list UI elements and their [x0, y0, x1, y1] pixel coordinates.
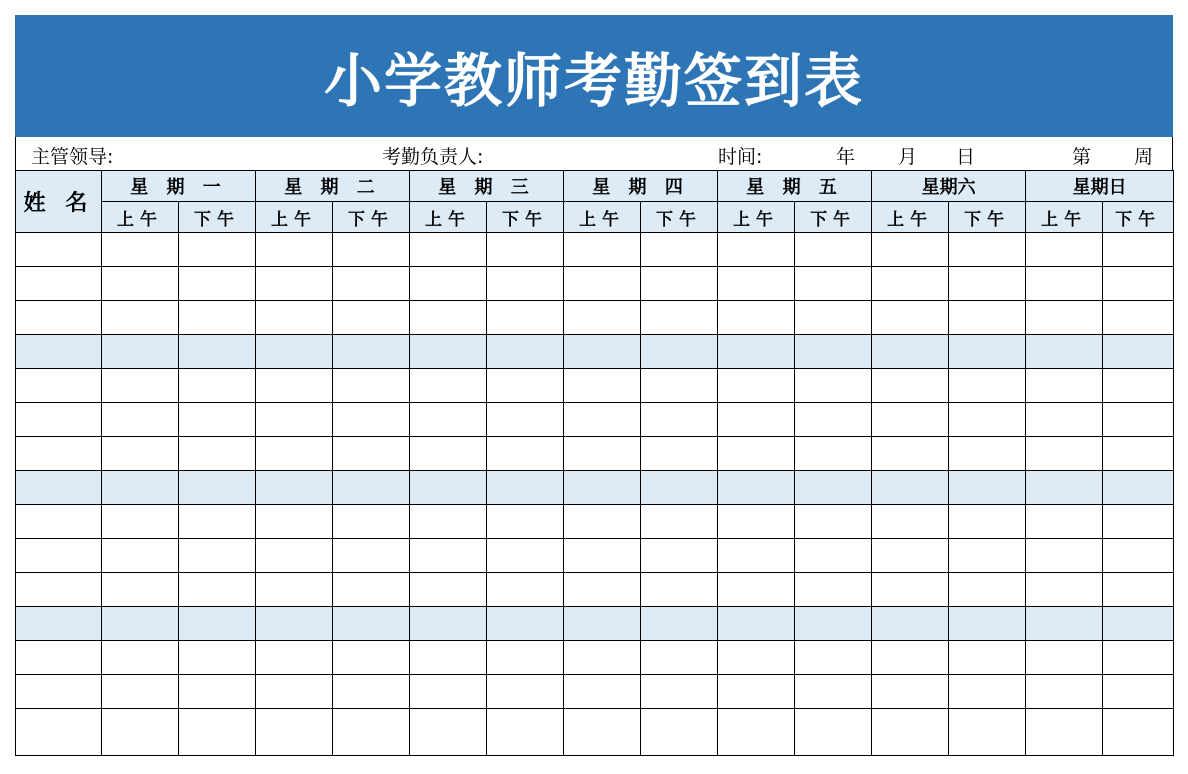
sign-in-cell[interactable]: [795, 471, 872, 505]
sign-in-cell[interactable]: [1103, 233, 1174, 267]
sign-in-cell[interactable]: [333, 573, 410, 607]
sign-in-cell[interactable]: [718, 233, 795, 267]
sign-in-cell[interactable]: [487, 437, 564, 471]
sign-in-cell[interactable]: [410, 267, 487, 301]
sign-in-cell[interactable]: [333, 369, 410, 403]
sign-in-cell[interactable]: [410, 335, 487, 369]
table-row: [16, 301, 1174, 335]
sign-in-cell[interactable]: [949, 505, 1026, 539]
sign-in-cell[interactable]: [102, 437, 179, 471]
sign-in-cell[interactable]: [949, 573, 1026, 607]
sign-in-cell[interactable]: [564, 505, 641, 539]
sign-in-cell[interactable]: [256, 709, 333, 756]
sign-in-cell[interactable]: [102, 675, 179, 709]
sign-in-cell[interactable]: [333, 301, 410, 335]
sign-in-cell[interactable]: [410, 573, 487, 607]
sign-in-cell[interactable]: [872, 539, 949, 573]
sign-in-cell[interactable]: [949, 471, 1026, 505]
sign-in-cell[interactable]: [872, 675, 949, 709]
sign-in-cell[interactable]: [641, 403, 718, 437]
afternoon-header: 下午: [179, 202, 256, 233]
sign-in-cell[interactable]: [333, 539, 410, 573]
sign-in-cell[interactable]: [718, 335, 795, 369]
name-cell[interactable]: [16, 641, 102, 675]
sign-in-cell[interactable]: [256, 403, 333, 437]
sign-in-cell[interactable]: [1026, 403, 1103, 437]
sign-in-cell[interactable]: [1026, 641, 1103, 675]
sign-in-cell[interactable]: [410, 505, 487, 539]
sign-in-cell[interactable]: [1026, 505, 1103, 539]
sign-in-cell[interactable]: [410, 437, 487, 471]
sign-in-cell[interactable]: [1103, 301, 1174, 335]
sign-in-cell[interactable]: [102, 607, 179, 641]
sign-in-cell[interactable]: [795, 437, 872, 471]
sign-in-cell[interactable]: [718, 539, 795, 573]
sign-in-cell[interactable]: [487, 369, 564, 403]
sign-in-cell[interactable]: [256, 437, 333, 471]
name-cell[interactable]: [16, 335, 102, 369]
sign-in-cell[interactable]: [333, 675, 410, 709]
week-prefix: 第: [1072, 146, 1092, 168]
sign-in-cell[interactable]: [1026, 369, 1103, 403]
sign-in-cell[interactable]: [949, 301, 1026, 335]
day-header-6: 星期六: [872, 171, 1026, 202]
afternoon-header: 下午: [333, 202, 410, 233]
sign-in-cell[interactable]: [102, 539, 179, 573]
attendance-sheet: [15, 15, 1173, 756]
name-cell[interactable]: [16, 437, 102, 471]
sign-in-cell[interactable]: [564, 233, 641, 267]
table-row: [16, 437, 1174, 471]
afternoon-header: 下午: [795, 202, 872, 233]
sign-in-cell[interactable]: [641, 233, 718, 267]
morning-header: 上午: [1026, 202, 1103, 233]
sign-in-cell[interactable]: [487, 301, 564, 335]
sign-in-cell[interactable]: [1026, 675, 1103, 709]
sign-in-cell[interactable]: [872, 437, 949, 471]
sign-in-cell[interactable]: [949, 267, 1026, 301]
sign-in-cell[interactable]: [256, 505, 333, 539]
sign-in-cell[interactable]: [641, 505, 718, 539]
name-cell[interactable]: [16, 471, 102, 505]
sign-in-cell[interactable]: [564, 369, 641, 403]
sign-in-cell[interactable]: [102, 335, 179, 369]
sign-in-cell[interactable]: [1026, 471, 1103, 505]
sign-in-cell[interactable]: [256, 607, 333, 641]
table-row: [16, 369, 1174, 403]
sign-in-cell[interactable]: [641, 301, 718, 335]
sign-in-cell[interactable]: [795, 505, 872, 539]
sign-in-cell[interactable]: [872, 301, 949, 335]
sign-in-cell[interactable]: [641, 539, 718, 573]
sign-in-cell[interactable]: [1026, 709, 1103, 756]
sign-in-cell[interactable]: [102, 471, 179, 505]
sign-in-cell[interactable]: [641, 573, 718, 607]
day-label: 日: [956, 146, 976, 168]
sign-in-cell[interactable]: [333, 607, 410, 641]
sign-in-cell[interactable]: [179, 267, 256, 301]
sign-in-cell[interactable]: [641, 369, 718, 403]
afternoon-header: 下午: [1103, 202, 1174, 233]
table-row: [16, 573, 1174, 607]
sign-in-cell[interactable]: [333, 437, 410, 471]
sign-in-cell[interactable]: [718, 709, 795, 756]
sign-in-cell[interactable]: [179, 607, 256, 641]
sign-in-cell[interactable]: [949, 233, 1026, 267]
sign-in-cell[interactable]: [333, 471, 410, 505]
sign-in-cell[interactable]: [872, 641, 949, 675]
sign-in-cell[interactable]: [1026, 233, 1103, 267]
sign-in-cell[interactable]: [949, 641, 1026, 675]
day-header-7: 星期日: [1026, 171, 1174, 202]
sign-in-cell[interactable]: [641, 335, 718, 369]
sign-in-cell[interactable]: [487, 539, 564, 573]
sign-in-cell[interactable]: [410, 403, 487, 437]
sign-in-cell[interactable]: [1026, 437, 1103, 471]
sign-in-cell[interactable]: [564, 607, 641, 641]
day-header-row: [16, 171, 1174, 202]
sign-in-cell[interactable]: [256, 369, 333, 403]
sign-in-cell[interactable]: [102, 301, 179, 335]
sign-in-cell[interactable]: [872, 709, 949, 756]
sign-in-cell[interactable]: [410, 369, 487, 403]
sign-in-cell[interactable]: [872, 505, 949, 539]
table-row: [16, 607, 1174, 641]
sign-in-cell[interactable]: [102, 505, 179, 539]
sign-in-cell[interactable]: [487, 505, 564, 539]
day-header-5: 星 期 五: [718, 171, 872, 202]
sign-in-cell[interactable]: [1103, 505, 1174, 539]
sign-in-cell[interactable]: [718, 267, 795, 301]
sign-in-cell[interactable]: [179, 369, 256, 403]
sign-in-cell[interactable]: [179, 403, 256, 437]
morning-header: 上午: [410, 202, 487, 233]
name-cell[interactable]: [16, 675, 102, 709]
half-day-header-row: [16, 202, 1174, 233]
sign-in-cell[interactable]: [1103, 573, 1174, 607]
sign-in-cell[interactable]: [487, 403, 564, 437]
sign-in-cell[interactable]: [641, 267, 718, 301]
sign-in-cell[interactable]: [179, 709, 256, 756]
morning-header: 上午: [102, 202, 179, 233]
sign-in-cell[interactable]: [564, 641, 641, 675]
info-row: [15, 137, 1173, 170]
sign-in-cell[interactable]: [333, 335, 410, 369]
name-cell[interactable]: [16, 267, 102, 301]
sign-in-cell[interactable]: [718, 675, 795, 709]
afternoon-header: 下午: [949, 202, 1026, 233]
sign-in-cell[interactable]: [949, 369, 1026, 403]
sign-in-cell[interactable]: [333, 505, 410, 539]
afternoon-header: 下午: [641, 202, 718, 233]
sign-in-cell[interactable]: [102, 267, 179, 301]
day-header-4: 星 期 四: [564, 171, 718, 202]
sign-in-cell[interactable]: [179, 437, 256, 471]
sign-in-cell[interactable]: [410, 675, 487, 709]
morning-header: 上午: [564, 202, 641, 233]
sign-in-cell[interactable]: [795, 267, 872, 301]
sign-in-cell[interactable]: [949, 437, 1026, 471]
name-cell[interactable]: [16, 233, 102, 267]
sign-in-cell[interactable]: [872, 573, 949, 607]
name-cell[interactable]: [16, 573, 102, 607]
sign-in-cell[interactable]: [102, 641, 179, 675]
sign-in-cell[interactable]: [102, 403, 179, 437]
sign-in-cell[interactable]: [564, 335, 641, 369]
sheet-title: 小学教师考勤签到表: [15, 15, 1173, 137]
sign-in-cell[interactable]: [410, 301, 487, 335]
sign-in-cell[interactable]: [564, 471, 641, 505]
sign-in-cell[interactable]: [795, 403, 872, 437]
sign-in-cell[interactable]: [1103, 641, 1174, 675]
sign-in-cell[interactable]: [564, 539, 641, 573]
sign-in-cell[interactable]: [1103, 403, 1174, 437]
sign-in-cell[interactable]: [564, 301, 641, 335]
sign-in-cell[interactable]: [487, 641, 564, 675]
sign-in-cell[interactable]: [102, 369, 179, 403]
time-label: 时间:: [718, 146, 763, 168]
sign-in-cell[interactable]: [487, 573, 564, 607]
sign-in-cell[interactable]: [718, 369, 795, 403]
sign-in-cell[interactable]: [872, 267, 949, 301]
year-label: 年: [836, 146, 856, 168]
sign-in-cell[interactable]: [949, 335, 1026, 369]
sign-in-cell[interactable]: [564, 573, 641, 607]
sign-in-cell[interactable]: [718, 607, 795, 641]
sign-in-cell[interactable]: [1103, 335, 1174, 369]
sign-in-cell[interactable]: [487, 335, 564, 369]
morning-header: 上午: [718, 202, 795, 233]
table-row: [16, 471, 1174, 505]
sign-in-cell[interactable]: [487, 709, 564, 756]
sign-in-cell[interactable]: [795, 335, 872, 369]
sign-in-cell[interactable]: [1026, 301, 1103, 335]
morning-header: 上午: [256, 202, 333, 233]
name-column-header: 姓 名: [16, 171, 102, 233]
sign-in-cell[interactable]: [1026, 267, 1103, 301]
sign-in-cell[interactable]: [333, 403, 410, 437]
sign-in-cell[interactable]: [487, 267, 564, 301]
responsible-label: 考勤负责人:: [382, 146, 484, 168]
sign-in-cell[interactable]: [795, 709, 872, 756]
name-cell[interactable]: [16, 403, 102, 437]
sign-in-cell[interactable]: [795, 607, 872, 641]
sign-in-cell[interactable]: [179, 573, 256, 607]
sign-in-cell[interactable]: [641, 607, 718, 641]
sign-in-cell[interactable]: [333, 709, 410, 756]
sign-in-cell[interactable]: [256, 335, 333, 369]
sign-in-cell[interactable]: [256, 675, 333, 709]
name-cell[interactable]: [16, 301, 102, 335]
table-row: [16, 335, 1174, 369]
sign-in-cell[interactable]: [179, 505, 256, 539]
sign-in-cell[interactable]: [641, 709, 718, 756]
sign-in-cell[interactable]: [487, 471, 564, 505]
sign-in-cell[interactable]: [256, 471, 333, 505]
sign-in-cell[interactable]: [795, 233, 872, 267]
sign-in-cell[interactable]: [256, 641, 333, 675]
attendance-table: [15, 170, 1174, 756]
name-cell[interactable]: [16, 709, 102, 756]
table-row: [16, 641, 1174, 675]
sign-in-cell[interactable]: [872, 607, 949, 641]
sign-in-cell[interactable]: [1026, 573, 1103, 607]
sign-in-cell[interactable]: [410, 539, 487, 573]
afternoon-header: 下午: [487, 202, 564, 233]
sign-in-cell[interactable]: [256, 267, 333, 301]
table-row: [16, 505, 1174, 539]
sign-in-cell[interactable]: [949, 403, 1026, 437]
sign-in-cell[interactable]: [949, 675, 1026, 709]
sign-in-cell[interactable]: [410, 471, 487, 505]
sign-in-cell[interactable]: [179, 675, 256, 709]
sign-in-cell[interactable]: [487, 233, 564, 267]
sign-in-cell[interactable]: [795, 675, 872, 709]
table-row: [16, 709, 1174, 756]
sign-in-cell[interactable]: [795, 641, 872, 675]
name-cell[interactable]: [16, 539, 102, 573]
sign-in-cell[interactable]: [256, 233, 333, 267]
sign-in-cell[interactable]: [564, 709, 641, 756]
sign-in-cell[interactable]: [1026, 335, 1103, 369]
sign-in-cell[interactable]: [410, 607, 487, 641]
sign-in-cell[interactable]: [410, 233, 487, 267]
sign-in-cell[interactable]: [872, 335, 949, 369]
table-row: [16, 233, 1174, 267]
table-row: [16, 403, 1174, 437]
table-row: [16, 539, 1174, 573]
sign-in-cell[interactable]: [410, 709, 487, 756]
supervisor-label: 主管领导:: [31, 146, 114, 168]
sign-in-cell[interactable]: [718, 403, 795, 437]
sign-in-cell[interactable]: [256, 573, 333, 607]
sign-in-cell[interactable]: [179, 641, 256, 675]
sign-in-cell[interactable]: [1103, 267, 1174, 301]
table-row: [16, 267, 1174, 301]
sign-in-cell[interactable]: [1103, 437, 1174, 471]
sign-in-cell[interactable]: [718, 437, 795, 471]
sign-in-cell[interactable]: [949, 607, 1026, 641]
sign-in-cell[interactable]: [102, 709, 179, 756]
week-suffix: 周: [1134, 146, 1154, 168]
sign-in-cell[interactable]: [1103, 709, 1174, 756]
day-header-1: 星 期 一: [102, 171, 256, 202]
name-cell[interactable]: [16, 369, 102, 403]
morning-header: 上午: [872, 202, 949, 233]
month-label: 月: [898, 146, 918, 168]
sign-in-cell[interactable]: [949, 709, 1026, 756]
sign-in-cell[interactable]: [795, 369, 872, 403]
sign-in-cell[interactable]: [1103, 471, 1174, 505]
sign-in-cell[interactable]: [564, 267, 641, 301]
sign-in-cell[interactable]: [102, 573, 179, 607]
sign-in-cell[interactable]: [487, 607, 564, 641]
sign-in-cell[interactable]: [564, 403, 641, 437]
sign-in-cell[interactable]: [795, 301, 872, 335]
table-body: [16, 233, 1174, 756]
sign-in-cell[interactable]: [718, 301, 795, 335]
sign-in-cell[interactable]: [872, 403, 949, 437]
sign-in-cell[interactable]: [179, 539, 256, 573]
sign-in-cell[interactable]: [1103, 539, 1174, 573]
sign-in-cell[interactable]: [641, 641, 718, 675]
sign-in-cell[interactable]: [872, 369, 949, 403]
sign-in-cell[interactable]: [179, 335, 256, 369]
sign-in-cell[interactable]: [564, 437, 641, 471]
sign-in-cell[interactable]: [718, 505, 795, 539]
sign-in-cell[interactable]: [256, 539, 333, 573]
sign-in-cell[interactable]: [641, 471, 718, 505]
day-header-2: 星 期 二: [256, 171, 410, 202]
sign-in-cell[interactable]: [102, 233, 179, 267]
sign-in-cell[interactable]: [1103, 369, 1174, 403]
sign-in-cell[interactable]: [872, 471, 949, 505]
sign-in-cell[interactable]: [179, 301, 256, 335]
sign-in-cell[interactable]: [949, 539, 1026, 573]
name-cell[interactable]: [16, 505, 102, 539]
sign-in-cell[interactable]: [564, 675, 641, 709]
name-cell[interactable]: [16, 607, 102, 641]
sign-in-cell[interactable]: [1103, 675, 1174, 709]
sign-in-cell[interactable]: [718, 641, 795, 675]
sign-in-cell[interactable]: [718, 573, 795, 607]
sign-in-cell[interactable]: [872, 233, 949, 267]
sign-in-cell[interactable]: [718, 471, 795, 505]
sign-in-cell[interactable]: [795, 573, 872, 607]
sign-in-cell[interactable]: [410, 641, 487, 675]
sign-in-cell[interactable]: [1103, 607, 1174, 641]
sign-in-cell[interactable]: [333, 233, 410, 267]
day-header-3: 星 期 三: [410, 171, 564, 202]
sign-in-cell[interactable]: [1026, 539, 1103, 573]
table-row: [16, 675, 1174, 709]
sign-in-cell[interactable]: [641, 675, 718, 709]
sign-in-cell[interactable]: [795, 539, 872, 573]
sign-in-cell[interactable]: [641, 437, 718, 471]
sign-in-cell[interactable]: [333, 267, 410, 301]
sign-in-cell[interactable]: [256, 301, 333, 335]
sign-in-cell[interactable]: [487, 675, 564, 709]
sign-in-cell[interactable]: [179, 233, 256, 267]
sign-in-cell[interactable]: [1026, 607, 1103, 641]
sign-in-cell[interactable]: [179, 471, 256, 505]
sign-in-cell[interactable]: [333, 641, 410, 675]
